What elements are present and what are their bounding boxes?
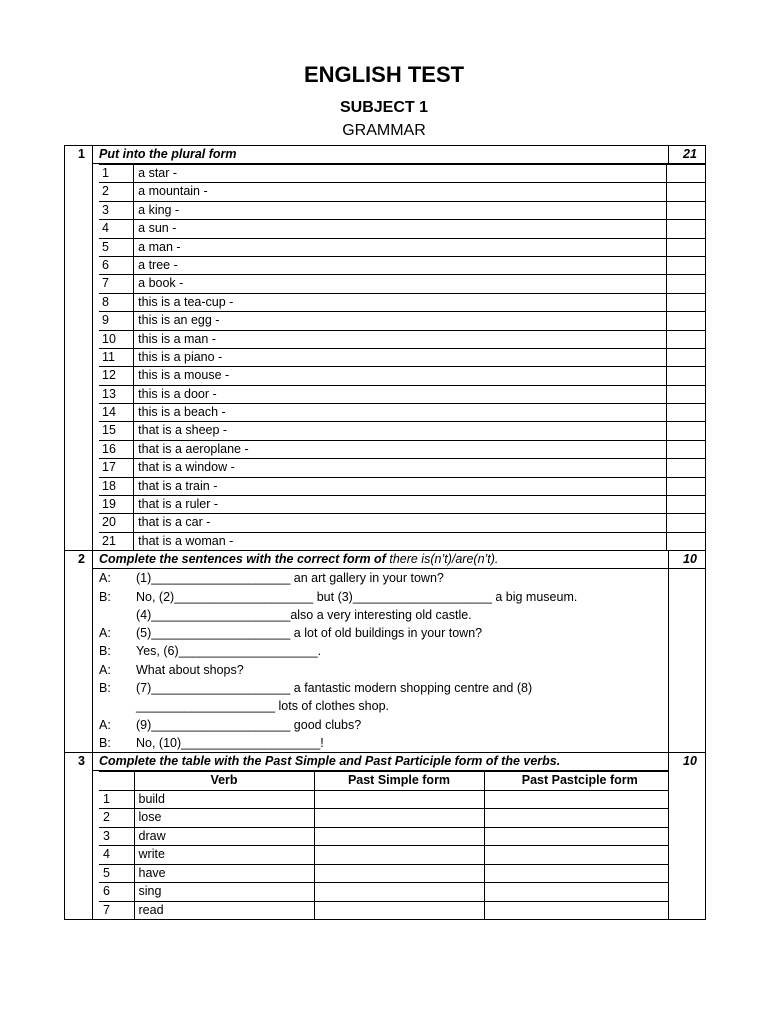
plural-item-row xyxy=(99,459,705,477)
item-text: that is a woman - xyxy=(134,532,666,550)
speaker-label: B: xyxy=(99,589,111,604)
item-score xyxy=(666,440,705,458)
plural-item-row xyxy=(99,312,705,330)
past-participle-cell xyxy=(484,790,669,809)
item-score xyxy=(666,330,705,348)
plural-item-row xyxy=(99,330,705,348)
plural-item-row xyxy=(99,165,705,183)
item-number: 11 xyxy=(99,348,134,366)
item-number: 19 xyxy=(99,496,134,514)
plural-item-row xyxy=(99,514,705,532)
dialog-line xyxy=(99,679,668,697)
item-text: this is a mouse - xyxy=(134,367,666,385)
dialog-line xyxy=(99,661,668,679)
section-2-score-cell xyxy=(669,569,706,753)
item-text: this is a piano - xyxy=(134,348,666,366)
verb-number: 1 xyxy=(99,790,134,809)
dialog-text: What about shops? xyxy=(136,662,244,677)
item-score xyxy=(666,532,705,550)
item-text: a sun - xyxy=(134,220,666,238)
past-participle-cell xyxy=(484,827,669,846)
dialog-line xyxy=(99,734,668,752)
past-simple-cell xyxy=(314,901,484,919)
item-number: 12 xyxy=(99,367,134,385)
verb-number: 3 xyxy=(99,827,134,846)
plural-item-row xyxy=(99,293,705,311)
item-score xyxy=(666,367,705,385)
dialog-text: No, (2)____________________ but (3)____________________ a big museum. xyxy=(136,589,578,604)
speaker-label: A: xyxy=(99,571,111,586)
verbs-table xyxy=(99,771,669,919)
item-score xyxy=(666,404,705,422)
item-text: this is a beach - xyxy=(134,404,666,422)
column-verb: Verb xyxy=(134,772,314,791)
plural-item-row xyxy=(99,532,705,550)
item-text: that is a train - xyxy=(134,477,666,495)
item-number: 3 xyxy=(99,201,134,219)
dialog-line xyxy=(99,606,668,624)
item-text: a man - xyxy=(134,238,666,256)
verb-row xyxy=(99,827,669,846)
past-participle-cell xyxy=(484,883,669,902)
verbs-table-header xyxy=(99,772,669,791)
verb-row xyxy=(99,864,669,883)
speaker-label: A: xyxy=(99,626,111,641)
item-text: a tree - xyxy=(134,256,666,274)
item-number: 9 xyxy=(99,312,134,330)
item-text: this is a man - xyxy=(134,330,666,348)
item-score xyxy=(666,201,705,219)
verb-row xyxy=(99,901,669,919)
dialog-text: (4)____________________also a very interesting old castle. xyxy=(136,607,472,622)
past-simple-cell xyxy=(314,827,484,846)
subject-heading: SUBJECT 1 xyxy=(339,99,429,116)
dialog-line xyxy=(99,697,668,715)
plural-item-row xyxy=(99,201,705,219)
speaker-label: B: xyxy=(99,735,111,750)
section-1-header xyxy=(65,146,706,164)
item-number: 7 xyxy=(99,275,134,293)
speaker-label: A: xyxy=(99,717,111,732)
past-simple-cell xyxy=(314,809,484,828)
item-score xyxy=(666,312,705,330)
past-simple-cell xyxy=(314,846,484,865)
verb-number: 4 xyxy=(99,846,134,865)
item-score xyxy=(666,220,705,238)
item-number: 15 xyxy=(99,422,134,440)
past-simple-cell xyxy=(314,790,484,809)
verb-base: sing xyxy=(134,883,314,902)
item-score xyxy=(666,514,705,532)
item-score xyxy=(666,496,705,514)
item-score xyxy=(666,385,705,403)
past-simple-cell xyxy=(314,883,484,902)
item-score xyxy=(666,293,705,311)
item-text: that is a window - xyxy=(134,459,666,477)
plural-item-row xyxy=(99,183,705,201)
item-number: 5 xyxy=(99,238,134,256)
item-number: 17 xyxy=(99,459,134,477)
item-score xyxy=(666,477,705,495)
plural-item-row xyxy=(99,477,705,495)
verb-base: lose xyxy=(134,809,314,828)
dialog-text: Yes, (6)____________________. xyxy=(136,644,322,659)
section-1-number: 1 xyxy=(65,146,93,551)
dialog-text: ____________________ lots of clothes shop. xyxy=(136,699,389,714)
plural-item-row xyxy=(99,496,705,514)
verb-base: have xyxy=(134,864,314,883)
item-score xyxy=(666,183,705,201)
section-2-dialog xyxy=(93,569,669,753)
plural-item-row xyxy=(99,404,705,422)
item-score xyxy=(666,348,705,366)
past-simple-cell xyxy=(314,864,484,883)
item-text: that is a sheep - xyxy=(134,422,666,440)
verb-number: 7 xyxy=(99,901,134,919)
plural-item-row xyxy=(99,422,705,440)
item-number: 6 xyxy=(99,256,134,274)
section-3-body xyxy=(93,771,669,920)
section-3-points: 10 xyxy=(669,753,706,920)
dialog-text: (7)____________________ a fantastic modern shopping centre and (8) xyxy=(136,680,533,695)
section-2-instruction-main: Complete the sentences with the correct form of xyxy=(99,552,390,567)
verb-row xyxy=(99,809,669,828)
plural-item-row xyxy=(99,256,705,274)
speaker-label: A: xyxy=(99,662,111,677)
dialog-line xyxy=(99,588,668,606)
item-text: a star - xyxy=(134,165,666,183)
plural-item-row xyxy=(99,440,705,458)
verb-row xyxy=(99,883,669,902)
section-2-number: 2 xyxy=(65,551,93,753)
section-3-instruction: Complete the table with the Past Simple and Past Participle form of the verbs. xyxy=(93,753,669,771)
past-participle-cell xyxy=(484,846,669,865)
item-score xyxy=(666,238,705,256)
speaker-label xyxy=(99,606,136,624)
item-number: 14 xyxy=(99,404,134,422)
plural-item-row xyxy=(99,275,705,293)
item-score xyxy=(666,256,705,274)
dialog-line xyxy=(99,716,668,734)
item-score xyxy=(666,422,705,440)
verb-row xyxy=(99,790,669,809)
past-participle-cell xyxy=(484,864,669,883)
verb-base: build xyxy=(134,790,314,809)
item-number: 4 xyxy=(99,220,134,238)
section-1-body xyxy=(93,164,706,551)
plural-item-row xyxy=(99,348,705,366)
item-text: this is a tea-cup - xyxy=(134,293,666,311)
test-title: ENGLISH TEST xyxy=(303,62,465,87)
item-score xyxy=(666,275,705,293)
item-number: 18 xyxy=(99,477,134,495)
dialog-text: (9)____________________ good clubs? xyxy=(136,717,362,732)
section-2-instruction xyxy=(93,551,669,569)
item-score xyxy=(666,459,705,477)
past-participle-cell xyxy=(484,809,669,828)
section-3-header xyxy=(65,753,706,771)
past-participle-cell xyxy=(484,901,669,919)
section-2-instruction-tail: there is(n’t)/are(n’t). xyxy=(389,552,499,567)
item-text: that is a aeroplane - xyxy=(134,440,666,458)
item-text: this is an egg - xyxy=(134,312,666,330)
dialog-line xyxy=(99,569,668,587)
item-number: 8 xyxy=(99,293,134,311)
dialog-line xyxy=(99,642,668,660)
speaker-label xyxy=(99,697,136,715)
section-heading: GRAMMAR xyxy=(342,122,426,139)
item-number: 2 xyxy=(99,183,134,201)
section-2-points: 10 xyxy=(669,551,706,569)
item-text: a mountain - xyxy=(134,183,666,201)
item-score xyxy=(666,165,705,183)
item-number: 16 xyxy=(99,440,134,458)
speaker-label: B: xyxy=(99,680,111,695)
test-table xyxy=(64,145,706,920)
verb-row xyxy=(99,846,669,865)
column-past-simple: Past Simple form xyxy=(314,772,484,791)
item-text: that is a car - xyxy=(134,514,666,532)
item-number: 21 xyxy=(99,532,134,550)
plural-item-row xyxy=(99,220,705,238)
verb-number: 6 xyxy=(99,883,134,902)
section-1-instruction: Put into the plural form xyxy=(93,146,669,164)
verb-number: 2 xyxy=(99,809,134,828)
dialog-text: No, (10)____________________! xyxy=(136,735,324,750)
verb-base: write xyxy=(134,846,314,865)
section-3-number: 3 xyxy=(65,753,93,920)
verb-number: 5 xyxy=(99,864,134,883)
verb-base: read xyxy=(134,901,314,919)
plural-item-row xyxy=(99,367,705,385)
dialog-line xyxy=(99,624,668,642)
verb-base: draw xyxy=(134,827,314,846)
item-text: that is a ruler - xyxy=(134,496,666,514)
speaker-label: B: xyxy=(99,644,111,659)
section-1-points: 21 xyxy=(669,146,706,164)
item-text: this is a door - xyxy=(134,385,666,403)
section-2-header xyxy=(65,551,706,569)
item-number: 1 xyxy=(99,165,134,183)
item-number: 10 xyxy=(99,330,134,348)
dialog-text: (1)____________________ an art gallery in your town? xyxy=(136,571,444,586)
plural-item-row xyxy=(99,385,705,403)
plural-items-table xyxy=(99,164,705,550)
plural-item-row xyxy=(99,238,705,256)
item-text: a book - xyxy=(134,275,666,293)
item-text: a king - xyxy=(134,201,666,219)
item-number: 20 xyxy=(99,514,134,532)
dialog-text: (5)____________________ a lot of old buildings in your town? xyxy=(136,626,483,641)
column-past-participle: Past Pastciple form xyxy=(484,772,669,791)
item-number: 13 xyxy=(99,385,134,403)
